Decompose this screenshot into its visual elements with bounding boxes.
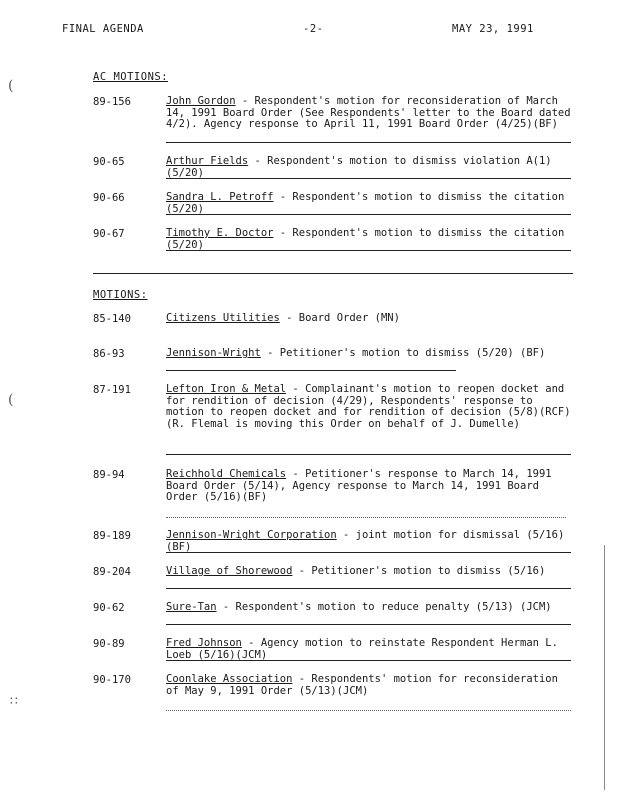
item-rule-dotted bbox=[166, 710, 571, 711]
case-number: 90-89 bbox=[93, 638, 125, 650]
header-date: MAY 23, 1991 bbox=[452, 23, 534, 35]
item-rule bbox=[166, 178, 571, 179]
case-number: 85-140 bbox=[93, 313, 131, 325]
item-text: - Respondent's motion for reconsideration of March 14, 1991 Board Order (See Respondents' letter to the Board dated 4/2). Agency response to April 11, 1991 Board Order (4/25)(BF) bbox=[166, 95, 571, 131]
item-text: - Respondent's motion to dismiss violation A(1) (5/20) bbox=[166, 155, 552, 179]
party-name: Lefton Iron & Metal bbox=[166, 383, 287, 395]
item-text: - Respondent's motion to dismiss the citation (5/20) bbox=[166, 227, 565, 251]
case-number: 89-204 bbox=[93, 566, 131, 578]
party-name: Citizens Utilities bbox=[166, 312, 280, 324]
header-agenda-title: FINAL AGENDA bbox=[62, 23, 144, 35]
section-title-motions: MOTIONS: bbox=[93, 289, 148, 301]
item-rule bbox=[166, 250, 571, 251]
margin-mark-top: ( bbox=[8, 78, 14, 94]
item-text: - Complainant's motion to reopen docket and for rendition of decision (4/29), Respondents' response to motion to reopen docket and for rendition of decision (5/8)(RCF)(R. Flemal is moving this Order on behalf of J. Dumelle) bbox=[166, 383, 571, 430]
party-name: Coonlake Association bbox=[166, 673, 293, 685]
section-separator bbox=[93, 273, 573, 274]
case-number: 90-170 bbox=[93, 674, 131, 686]
case-number: 90-67 bbox=[93, 228, 125, 240]
item-description bbox=[166, 384, 574, 430]
margin-mark-middle: ( bbox=[8, 392, 14, 408]
item-text: - Petitioner's response to March 14, 1991 Board Order (5/14), Agency response to March 14, 1991 Board Order (5/16)(BF) bbox=[166, 468, 552, 504]
item-text: - Respondent's motion to reduce penalty (5/13) (JCM) bbox=[216, 601, 552, 613]
item-description bbox=[166, 566, 574, 578]
party-name: John Gordon bbox=[166, 95, 236, 107]
item-description bbox=[166, 602, 574, 614]
item-text: - Respondents' motion for reconsideration of May 9, 1991 Order (5/13)(JCM) bbox=[166, 673, 558, 697]
item-description bbox=[166, 469, 574, 504]
item-description bbox=[166, 530, 574, 553]
item-description bbox=[166, 674, 574, 697]
party-name: Sandra L. Petroff bbox=[166, 191, 274, 203]
case-number: 90-62 bbox=[93, 602, 125, 614]
party-name: Sure-Tan bbox=[166, 601, 217, 613]
item-description bbox=[166, 192, 574, 215]
scan-edge-line bbox=[604, 545, 605, 790]
item-text: - Petitioner's motion to dismiss (5/16) bbox=[292, 565, 546, 577]
item-rule bbox=[166, 370, 456, 371]
page-header bbox=[0, 23, 618, 37]
case-number: 87-191 bbox=[93, 384, 131, 396]
party-name: Reichhold Chemicals bbox=[166, 468, 287, 480]
case-number: 90-66 bbox=[93, 192, 125, 204]
case-number: 89-94 bbox=[93, 469, 125, 481]
item-text: - joint motion for dismissal (5/16)(BF) bbox=[166, 529, 565, 553]
party-name: Jennison-Wright bbox=[166, 347, 261, 359]
party-name: Village of Shorewood bbox=[166, 565, 293, 577]
item-description bbox=[166, 156, 574, 179]
item-rule bbox=[166, 624, 571, 625]
item-description bbox=[166, 638, 574, 661]
item-rule bbox=[166, 142, 571, 143]
item-rule-dotted bbox=[166, 517, 566, 518]
item-rule bbox=[166, 214, 571, 215]
item-text: - Respondent's motion to dismiss the citation (5/20) bbox=[166, 191, 565, 215]
item-rule bbox=[166, 552, 571, 553]
case-number: 89-189 bbox=[93, 530, 131, 542]
item-description bbox=[166, 313, 574, 325]
case-number: 86-93 bbox=[93, 348, 125, 360]
item-description bbox=[166, 348, 574, 360]
party-name: Jennison-Wright Corporation bbox=[166, 529, 337, 541]
item-rule bbox=[166, 588, 571, 589]
party-name: Arthur Fields bbox=[166, 155, 249, 167]
margin-mark-bottom: ∷ bbox=[10, 694, 18, 708]
item-text: - Board Order (MN) bbox=[279, 312, 400, 324]
party-name: Fred Johnson bbox=[166, 637, 242, 649]
party-name: Timothy E. Doctor bbox=[166, 227, 274, 239]
item-text: - Petitioner's motion to dismiss (5/20) (BF) bbox=[260, 347, 546, 359]
item-rule bbox=[166, 454, 571, 455]
case-number: 90-65 bbox=[93, 156, 125, 168]
section-title-ac-motions: AC MOTIONS: bbox=[93, 71, 169, 83]
header-page-number: -2- bbox=[303, 23, 324, 35]
item-text: - Agency motion to reinstate Respondent Herman L. Loeb (5/16)(JCM) bbox=[166, 637, 558, 661]
item-description bbox=[166, 228, 574, 251]
item-description bbox=[166, 96, 574, 131]
case-number: 89-156 bbox=[93, 96, 131, 108]
item-rule bbox=[166, 660, 571, 661]
